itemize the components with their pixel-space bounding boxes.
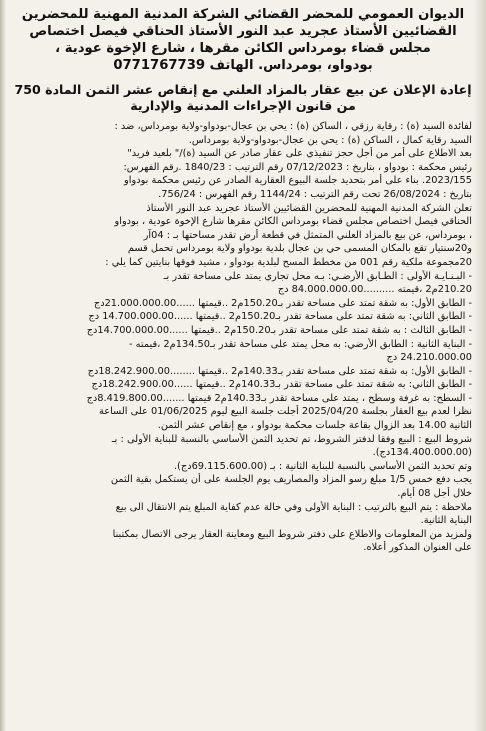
body-line: ملاحظة : يتم البيع بالترتيب : البناية الأولى وفي حالة عدم كفاية المبلغ يتم الانتقال الى بيع (115, 501, 472, 513)
body-line: - البـنـايـة الأولى : الطـابق الأرضـي: بـه محل تجاري يمتد على مساحة تقدر بـ (163, 270, 472, 282)
body-line: شروط البيع : البيع وفقا لدفتر الشروط، تم تحديد الثمن الأساسي بالنسبة للبناية الأولى : بـ (111, 433, 472, 445)
notice-body (14, 120, 472, 555)
body-line: البناية الثانية. (420, 515, 472, 527)
title-line: إعادة الإعلان عن بيع عقار بالمزاد العلني مع إنقاص عشر الثمن المادة 750 (14, 82, 472, 97)
body-line: - الطابق الأول: به شقة تمتد على مساحة تقدر بـ150.20م2 ..قيمتها ......21.000.000.00دج (93, 297, 472, 309)
body-line: 210.20م2 ،قيمته ..........84.000.000.00 دج (277, 284, 472, 296)
page-edge-left (0, 0, 6, 731)
header-line: مجلس قضاء بومرداس الكائن مقرها ، شارع الإخوة عودية ، (55, 41, 431, 56)
body-line: ولمزيد من المعلومات والاطلاع على دفتر شروط البيع ومعاينة العقار يرجى الاتصال بمكتبنا (112, 528, 472, 540)
body-line: - الطابق الثالث : به شقة تمتد على مساحة تقدر بـ150.20م2 ..قيمتها ......14.700.000.00دج (86, 324, 472, 336)
body-line: - الطابق الأول: به شقة تمتد على مساحة تقدر بـ140.33م2 ..قيمتها ........18.242.900.00دج (87, 365, 472, 377)
body-line: لفائدة السيد (ة) : رقاية رزقي ، الساكن (ة) : يحي بن عجال-بودواو-ولاية بومرداس، ضد : (114, 121, 472, 132)
body-line: تعلن الشركة المدنية المهنية للمحضرين القضائيين الأستاذ عجريد عبد النور الأستاذ (146, 202, 472, 214)
body-line: على العنوان المذكور أعلاه. (363, 542, 472, 554)
header-line: القضائيين الأستاذ عجريد عبد النور الأستاذ الحناقي فيصل اختصاص (29, 24, 457, 39)
header-line: بودواو، بومرداس. الهاتف 0771767739 (113, 58, 373, 73)
body-line: خلال أجل 08 أيام. (397, 488, 472, 500)
notice-title (14, 82, 472, 114)
body-line: 20مجموعة ملكية رقم 001 من مخطط المسح لبلدية بودواو ، مشيد فوقها بنايتين كما يلي : (105, 256, 472, 268)
body-line: (134.400.000.00دج). (372, 447, 472, 459)
body-line: - الطابق الثاني: به شقة تمتد على مساحة تقدر بـ150.20م2 ..قيمتها ......14.700.000.00 دج (88, 311, 472, 323)
title-line: من قانون الإجراءات المدنية والإدارية (130, 98, 356, 113)
body-line: - السطح: به غرفة وسطح ، يمتد على مساحة تقدر بـ140.33م2 قيمتها .......8.419.800.00دج (86, 392, 472, 404)
body-line: بتاريخ : 26/08/2024 تحت رقم الترتيب : 1144/24 رقم الفهرس : 756/24. (158, 188, 472, 200)
page-edge-right (474, 0, 486, 731)
body-line: الثانية 14.00 بعد الزوال بقاعة جلسات محكمة بودواو ، مع إنقاص عشر الثمن. (157, 420, 472, 432)
body-line: و20سنتيار تقع بالمكان المسمى حي بن عجال بلدية بودواو ولاية بومرداس تحمل قسم (127, 243, 472, 255)
body-line: - الطابق الثاني: به شقة تمتد على مساحة تقدر بـ140.33م2 ..قيمتها ......18.242.900.00دج (91, 379, 472, 391)
body-line: - البناية الثانية : الطابق الأرضي: به محل يمتد على مساحة تقدر بـ134.50م2 ،قيمته - (128, 338, 472, 350)
body-line: بعد الاطلاع على أمر من أجل حجز تنفيذي على عقار صادر عن السيد (ة)/" بلعيد فريد" (127, 148, 472, 160)
body-line: السيد رقاية كمال ، الساكن (ة) : يحي بن عجال-بودواو-ولاية بومرداس. (188, 134, 472, 146)
header-line: الديوان العمومي للمحضر القضائي الشركة المدنية المهنية للمحضرين (21, 7, 465, 22)
body-line: وتم تحديد الثمن الأساسي بالنسبة للبناية الثانية : بـ (69.115.600.00دج). (173, 460, 472, 472)
bailiff-office-header (14, 6, 472, 74)
body-line: نظرا لعدم بيع العقار بجلسة 2025/04/20 أجلت جلسة البيع ليوم 01/06/2025 على الساعة (98, 406, 472, 418)
body-line: الحناقي فيصل اختصاص مجلس قضاء بومرداس الكائن مقرها شارع الإخوة عودية ، بودواو (114, 216, 472, 228)
body-line: 2023/155. بناء على أمر بتحديد جلسة البيوع العقارية الصادر عن رئيس محكمة بودواو (124, 175, 472, 187)
body-line: 24.210.000.00 دج (386, 352, 472, 364)
body-line: رئيس محكمة : بودواو ، بتاريخ : 07/12/2023 رقم الترتيب : 1840/23 .رقم الفهرس: (123, 161, 472, 173)
body-line: يجب دفع خمس 1/5 مبلغ رسو المزاد والمصاريف يوم الجلسة على أن يستكمل بقية الثمن (110, 474, 472, 486)
body-line: ، بومرداس، عن بيع بالمزاد العلني المتمثل في قطعة أرض تقدر مساحتها بـ : 04آر (143, 229, 472, 241)
